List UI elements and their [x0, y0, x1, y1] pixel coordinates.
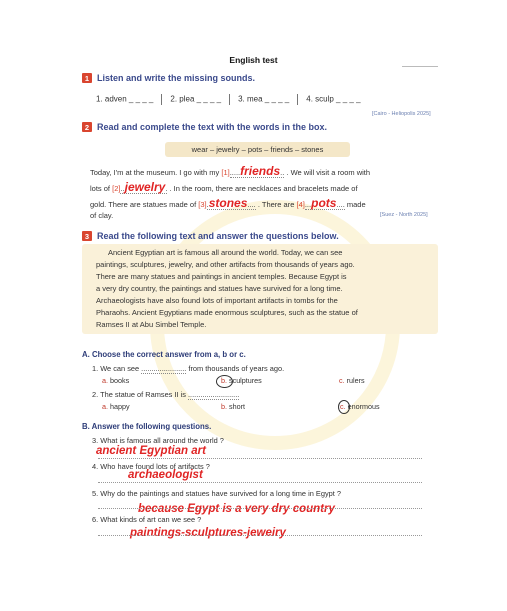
option-2a[interactable]	[102, 402, 130, 411]
question-text: 2. The statue of Ramses II is	[92, 390, 186, 399]
blank-2: ..jewelry.	[120, 180, 168, 194]
page-title: English test	[229, 55, 278, 65]
option-letter: c.	[339, 376, 345, 385]
option-text: happy	[110, 402, 130, 411]
section2-heading	[82, 122, 327, 132]
word-box: wear – jewelry – pots – friends – stones	[165, 142, 350, 157]
completion-line-2	[90, 180, 358, 194]
option-letter: b.	[221, 402, 227, 411]
text: . There are	[257, 200, 295, 209]
part-a-heading: A. Choose the correct answer from a, b or c.	[82, 350, 246, 359]
option-text: sculptures	[229, 376, 262, 385]
section1-items	[96, 94, 361, 105]
question-text: 1. We can see	[92, 364, 140, 373]
option-letter: c.	[340, 402, 346, 411]
option-letter: b.	[221, 376, 227, 385]
text: . We will visit a room with	[286, 168, 371, 177]
text: gold. There are statues made of	[90, 200, 197, 209]
section3-heading	[82, 231, 339, 241]
question-3: 3. What is famous all around the world ?	[92, 436, 224, 445]
section2-source: [Suez - North 2025]	[380, 212, 428, 218]
section1-heading	[82, 73, 255, 83]
answer-line-4	[98, 482, 422, 484]
passage-line: Pharaohs. Ancient Egyptians made enormous sculptures, such as the statue of	[96, 308, 358, 317]
completion-line-4: of clay.	[90, 211, 114, 220]
blank-4: ...pots....	[304, 196, 345, 210]
option-text: books	[110, 376, 130, 385]
option-text: short	[229, 402, 245, 411]
section1-source: [Cairo - Heliopolis 2025]	[372, 111, 431, 117]
part-b-heading: B. Answer the following questions.	[82, 422, 212, 431]
passage-line: There are many statues and paintings in ancient temples. Because Egypt is	[96, 272, 347, 281]
blank-3: .stones....	[206, 196, 256, 210]
answer-line-5	[98, 508, 422, 510]
text: made	[346, 200, 366, 209]
question-1	[92, 364, 284, 373]
separator	[229, 94, 230, 105]
question-4: 4. Who have found lots of artifacts ?	[92, 462, 210, 471]
blank-number-2: [2]	[112, 184, 121, 193]
question-5: 5. Why do the paintings and statues have survived for a long time in Egypt ?	[92, 489, 341, 498]
option-2b[interactable]	[221, 402, 245, 411]
answer-3: stones	[208, 196, 248, 210]
separator	[297, 94, 298, 105]
question-text: from thousands of years ago.	[188, 364, 285, 373]
answer-line-3	[98, 458, 422, 460]
section2-number: 2	[82, 122, 92, 132]
section1-number: 1	[82, 73, 92, 83]
answer-1: friends	[240, 164, 281, 178]
passage-line: Ancient Egyptian art is famous all around the world. Today, we can see	[108, 248, 343, 257]
completion-line-1	[90, 164, 370, 178]
answer-blank: .........................	[188, 390, 240, 399]
separator	[161, 94, 162, 105]
option-2c[interactable]	[340, 402, 380, 411]
completion-line-3	[90, 196, 366, 210]
option-letter: a.	[102, 376, 108, 385]
blank-1: .....friends..	[229, 164, 285, 178]
blank-number-4: [4]	[296, 200, 305, 209]
answer-5: because Egypt is a very dry country	[138, 503, 335, 515]
sound-item-4: 4. sculp _ _ _ _	[306, 94, 361, 104]
option-1b[interactable]	[221, 376, 262, 385]
question-6: 6. What kinds of art can we see ?	[92, 515, 202, 524]
blank-number-1: [1]	[221, 168, 230, 177]
option-text: rulers	[346, 376, 365, 385]
answer-4: archaeologist	[128, 469, 203, 481]
sound-item-3: 3. mea _ _ _ _	[238, 94, 290, 104]
option-1a[interactable]	[102, 376, 129, 385]
text: . In the room, there are necklaces and bracelets made of	[169, 184, 358, 193]
text: lots of	[90, 184, 111, 193]
answer-line-6	[98, 535, 422, 537]
text: Today, I'm at the museum. I go with my	[90, 168, 220, 177]
section3-number: 3	[82, 231, 92, 241]
option-text: enormous	[347, 402, 380, 411]
sound-item-1: 1. adven _ _ _ _	[96, 94, 154, 104]
question-2	[92, 390, 239, 399]
answer-4: pots	[311, 196, 337, 210]
option-letter: a.	[102, 402, 108, 411]
blank-number-3: [3]	[198, 200, 207, 209]
section3-heading-text: Read the following text and answer the questions below.	[97, 231, 339, 241]
passage-line: Archaeologists have also found lots of important artifacts in tombs for the	[96, 296, 338, 305]
passage-line: a very dry country, the paintings and statues have survived for a long time.	[96, 284, 343, 293]
answer-blank: ......................	[141, 364, 187, 373]
answer-2: jewelry	[124, 180, 166, 194]
top-divider	[402, 66, 438, 67]
passage-line: Ramses II at Abu Simbel Temple.	[96, 320, 207, 329]
section1-heading-text: Listen and write the missing sounds.	[97, 73, 256, 83]
answer-3: ancient Egyptian art	[96, 445, 206, 457]
option-1c[interactable]	[339, 376, 365, 385]
section2-heading-text: Read and complete the text with the words in the box.	[97, 122, 328, 132]
answer-6: paintings-sculptures-jeweiry	[130, 527, 286, 539]
passage-line: paintings, sculptures, jewelry, and other artifacts from thousands of years ago.	[96, 260, 355, 269]
sound-item-2: 2. plea _ _ _ _	[170, 94, 222, 104]
